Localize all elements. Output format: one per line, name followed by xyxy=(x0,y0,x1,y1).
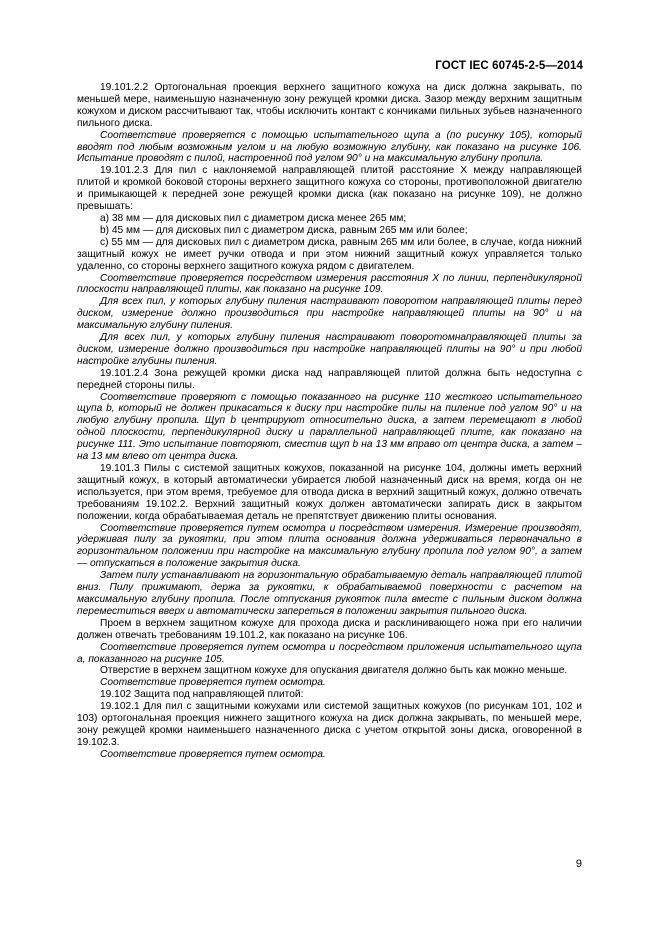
paragraph-plate-in-front: Для всех пил, у которых глубину пиления настраивают поворотом направляющей плиты перед диском, измерение должно производиться при настройке направляющей плиты на 90° и на максимальную глубину пиления. xyxy=(77,296,582,332)
list-item-c: c) 55 мм — для дисковых пил с диаметром диска, равным 265 мм или более, в случае, когда нижний защитный кожух не имеет ручки отвода и при этом нижний защитный кожух управляется только удаленно, со стороны верхнего защитного кожуха рядом с двигателем. xyxy=(77,236,582,272)
paragraph-compliance-inspection-measure: Соответствие проверяется путем осмотра и посредством измерения. Измерение производят, удерживая пилу за рукоятки, при этом плита основания должна удерживаться первоначально в горизонтальном положении при настройке на максимальную глубину пропила под углом 90°, а затем — отпускаться в положение закрытия диска. xyxy=(77,522,582,570)
paragraph-compliance-probe-a: Соответствие проверяется с помощью испытательного щупа a (по рисунку 105), который вводят под любым возможным углом и на любую возможную глубину, как показано на рисунке 106. Испытание проводят с пилой, настроенной под углом 90° и на максимальную глубину пропила. xyxy=(77,129,582,165)
paragraph-19-101-3: 19.101.3 Пилы с системой защитных кожухов, показанной на рисунке 104, должны иметь верхний защитный кожух, в который автоматически убирается любой назначенный диск на время, когда он не используется, при этом время, требуемое для отвода диска в верхний защитный кожух, должно отвечать требованиям 19.102.2. Верхний защитный кожух должен автоматически запирать диск в закрытом положении, когда обрабатываемая деталь не препятствует движению плиты основания. xyxy=(77,463,582,522)
paragraph-plate-behind: Для всех пил, у которых глубину пиления настраивают поворотомнаправляющей плиты за диском, измерение должно производиться при настройке направляющей плиты на 90° и при любой настройке глубины пиления. xyxy=(77,332,582,367)
paragraph-motor-opening: Отверстие в верхнем защитном кожухе для опускания двигателя должно быть как можно меньше. xyxy=(100,665,568,677)
paragraph-19-102-1: 19.102.1 Для пил с защитными кожухами или системой защитных кожухов (по рисункам 101, 102 и 103) ортогональная проекция нижнего защитного кожуха на диск должна закрывать, по меньшей мере, зону режущей кромки наименьшего назначенного диска с учетом открытой зоны диска, оговоренной в 19.102.3. xyxy=(77,701,582,748)
paragraph-guard-opening: Проем в верхнем защитном кожухе для прохода диска и расклинивающего ножа при его наличии должен отвечать требованиям 19.101.2, как показано на рисунке 106. xyxy=(77,617,582,641)
document-body xyxy=(77,82,582,761)
list-item-a: a) 38 мм — для дисковых пил с диаметром диска менее 265 мм; xyxy=(100,212,407,224)
paragraph-compliance-inspection-2: Соответствие проверяется путем осмотра. xyxy=(100,748,326,760)
paragraph-compliance-inspection-1: Соответствие проверяется путем осмотра. xyxy=(100,677,326,689)
paragraph-saw-placement: Затем пилу устанавливают на горизонтальную обрабатываемую деталь направляющей плитой вниз. Пилу прижимают, держа за рукоятки, к обрабатываемой поверхности с расчетом на максимальную глубину пропила. После отпускания рукояток пила вместе с пильным диском должна переместиться вверх и автоматически запереться в положении закрытия пильного диска. xyxy=(77,570,582,617)
standard-header: ГОСТ IEC 60745-2-5—2014 xyxy=(435,60,583,72)
paragraph-compliance-probe-b: Соответствие проверяют с помощью показанного на рисунке 110 жесткого испытательного щупа b, который не должен прикасаться к диску при настройке пилы на пиление под углом 90° и на любую глубину пропила. Щуп b центрируют относительно диска, а затем перемещают в любой одной плоскости, перпендикулярной диску и параллельной направляющей плите, как показано на рисунке 111. Это испытание повторяют, сместив щуп b на 13 мм вправо от центра диска, а затем – на 13 мм влево от центра диска. xyxy=(77,391,582,463)
paragraph-19-101-2-3: 19.101.2.3 Для пил с наклоняемой направляющей плитой расстояние X между направляющей плитой и кромкой боковой стороны верхнего защитного кожуха со стороны, противоположной двигателю и примыкающей к передней зоне режущей кромки диска (как показано на рисунке 109), не должно превышать: xyxy=(77,165,582,213)
paragraph-compliance-probe-a-applied: Соответствие проверяется путем осмотра и посредством приложения испытательного щупа a, показанного на рисунке 105. xyxy=(77,641,582,665)
paragraph-compliance-distance-x: Соответствие проверяется посредством измерения расстояния X по линии, перпендикулярной плоскости направляющей плиты, как показано на рисунке 109. xyxy=(77,272,582,296)
paragraph-19-101-2-4: 19.101.2.4 Зона режущей кромки диска над направляющей плитой должна быть недоступна с передней стороны пилы. xyxy=(77,367,582,391)
page-number: 9 xyxy=(575,858,582,870)
paragraph-19-101-2-2: 19.101.2.2 Ортогональная проекция верхнего защитного кожуха на диск должна закрывать, по меньшей мере, наименьшую назначенную зону режущей кромки диска. Зазор между верхним защитным кожухом и диском рассчитывают так, чтобы исключить контакт с кончиками пильных зубьев назначенного пильного диска. xyxy=(77,82,582,129)
paragraph-19-102: 19.102 Защита под направляющей плитой: xyxy=(100,689,304,701)
list-item-b: b) 45 мм — для дисковых пил с диаметром диска, равным 265 мм или более; xyxy=(100,224,468,236)
